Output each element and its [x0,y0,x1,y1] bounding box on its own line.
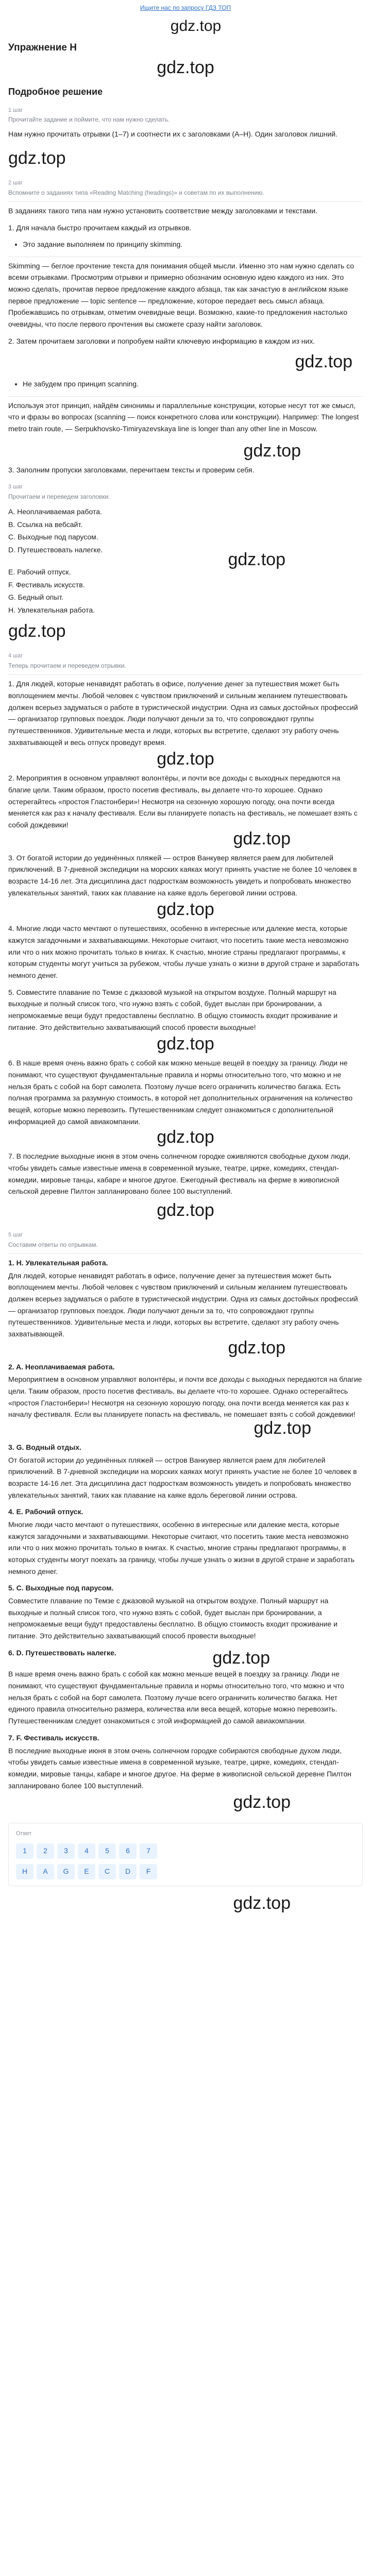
watermark: gdz.top [295,352,352,372]
heading-item: C. Выходные под парусом. [8,533,98,541]
answer-letter: F [140,1864,157,1879]
answer-head [8,1582,363,1594]
answer-letter: G [57,1864,75,1879]
answer-number-row [16,1843,355,1859]
step-text: В заданиях такого типа нам нужно установить соответствие между заголовками и текстами. [8,206,318,215]
answer-letter: H [16,1864,33,1879]
answer-body: В последние выходные июня в этом очень солнечном городке собираются свободные духом люди, чтобы увидеть самые известные имена в современной музыке, театре, цирке, комедиях, стендап-комедии, мировые танцы, кабаре и многое другое. На ферме в живописной сельской деревне Пилтон запланировано более 100 выступлений. [8,1746,351,1790]
answer-head-text: 2. A. Неоплачиваемая работа. [8,1362,115,1371]
watermark: gdz.top [243,440,301,461]
watermark: gdz.top [157,1127,214,1147]
step-hint: Составим ответы по отрывкам. [8,1241,98,1248]
answer-head [8,1257,363,1269]
heading-item: D. Путешествовать налегке. [8,545,103,554]
watermark: gdz.top [8,148,66,168]
passage: 7. В последние выходные июня в этом очень солнечном городке оживляются свободные духом люди, чтобы увидеть самые известные имена в современной музыке, театре, цирке, комедиях, стендап-комедии, мировые танцы, кабаре и многое другое. Ежегодный фестиваль на ферме в живописной сельской деревне Пилтон запланировано более 100 выступлений. [8,1152,350,1196]
divider [8,396,363,397]
answer-body: Мероприятием в основном управляют волонтёры, и почти все доходы с выходных передаются на благие цели. Таким образом, просто посетив фестиваль, вы делаете что-то хорошее. Однако остерегайтесь «простоя Гластонбери»! Несмотря на сезонную хорошую погоду, она почти всегда меняется как раз к началу фестиваля. Если вы планируете попасть на фестиваль, не помешает взять с собой дождевики! [8,1375,362,1419]
answer-head [8,1442,363,1453]
watermark: gdz.top [233,828,291,849]
passage: 3. От богатой истории до уединённых пляжей — остров Ванкувер является раем для любителей приключений. В 7-дневной экспедиции на морских каяках могут принять участие не более 10 человек в возрасте 14-16 лет. Эта дисциплина даст подросткам возможность увидеть и попробовать множество увлекательных занятий, таких как плавание на каяке вдоль береговой линии острова. [8,853,357,897]
passage: 2. Мероприятия в основном управляют волонтёры, и почти все доходы с выходных передаются на благие цели. Таким образом, просто посетив фестиваль, вы делаете что-то хорошее. Однако остерегайтесь «простоя Гластонбери»! Несмотря на сезонную хорошую погоду, она почти всегда меняется как раз к началу фестиваля. Если вы планируете попасть на фестиваль, не помешает взять с собой дождевики! [8,774,358,829]
answer-body: Совместите плавание по Темзе с джазовой музыкой на открытом воздухе. Полный маршрут на выходные и полный список того, что нужно взять с собой, будет выслан при бронировании, а непромокаемые вещи будут предоставлены бесплатно. В общую стоимость входит проживание и питание. Это действительно захватывающий способ провести выходные! [8,1597,338,1640]
top-search-link[interactable]: Ищите нас по запросу ГДЗ ТОП [140,4,231,11]
answer-letter: C [98,1864,116,1879]
watermark: gdz.top [157,749,214,769]
answer-head-text: 5. C. Выходные под парусом. [8,1584,114,1592]
step-text: Нам нужно прочитать отрывки (1–7) и соотнести их с заголовками (A–H). Один заголовок лишний. [8,130,338,139]
answer-head-text: 7. F. Фестиваль искусств. [8,1733,99,1742]
watermark: gdz.top [254,1418,311,1438]
answer-cell: 5 [98,1843,116,1859]
watermark: gdz.top [157,1200,214,1221]
bullet-item: • Это задание выполняем по принципу skimming. [23,239,363,250]
watermark: gdz.top [157,1034,214,1054]
answer-cell: 4 [78,1843,95,1859]
step-hint: Теперь прочитаем и переведем отрывки. [8,662,126,669]
answer-head-text: 1. H. Увлекательная работа. [8,1258,108,1267]
passage: 5. Совместите плавание по Темзе с джазовой музыкой на открытом воздухе. Полный маршрут на выходные и полный список того, что нужно взять с собой, будет выслан при бронировании, а непромокаемые вещи будут предоставлены бесплатно. В общую стоимость входит проживание и питание. Это действительно захватывающий способ провести выходные! [8,988,338,1031]
heading-item: E. Рабочий отпуск. [8,568,71,577]
watermark: gdz.top [228,1337,285,1358]
answer-cell: 2 [37,1843,54,1859]
answer-head-text: 6. D. Путешествовать налегке. [8,1648,116,1657]
bullet-list [19,239,363,250]
answer-body: Многие люди часто мечтают о путешествиях, особенно в интересные или далекие места, которые кажутся загадочными и захватывающими. Некоторые считают, что посетить такие места невозможно или что о них можно прочитать только в книгах. К счастью, многие страны предлагают программы, в которых студенты могут поехать за границу, чтобы лучше узнать о жизни в другой стране и заработать немного денег. [8,1520,355,1575]
answer-head [8,1361,363,1373]
step-text: 1. Для начала быстро прочитаем каждый из отрывков. [8,223,192,232]
step-text: Skimming — беглое прочтение текста для понимания общей мысли. Именно это нам нужно сделать со всеми отрывками. Просмотрим отрывки и примерно обозначим основную идею каждого из них. Это можно сделать, прочитав первое предложение каждого абзаца, так как зачастую в английском языке первое предложение — topic sentence — предложение, которое передает весь смысл абзаца. Пробежавшись по отрывкам, отметим очевидные вещи. Возможно, какие-то предложения настолько очевидны, что после первого прочтения вы сможете сразу найти заголовок. [8,261,355,329]
heading-item: F. Фестиваль искусств. [8,580,85,589]
bullet-item: • Не забудем про принцип scanning. [23,378,363,389]
step-text: 2. Затем прочитаем заголовки и попробуем найти ключевую информацию в каждом из них. [8,336,315,345]
passage: 4. Многие люди часто мечтают о путешествиях, особенно в интересные или далекие места, которые кажутся загадочными и захватывающими. Некоторые считают, что посетить такие места невозможно или что о них можно прочитать только в книгах. К счастью, многие страны предлагают программы, к которым студенты могут учиться за рубежом, чтобы лучше узнать о жизни в другой стране и заработать немного денег. [8,924,360,980]
answer-head [8,1506,363,1518]
answer-cell: 6 [119,1843,137,1859]
heading-item: G. Бедный опыт. [8,593,64,602]
page-title: Упражнение H [8,42,77,53]
step-label: 3 шаг [8,484,23,490]
step-label: 5 шаг [8,1232,23,1239]
watermark: gdz.top [157,900,214,920]
answer-cell: 7 [140,1843,157,1859]
step-label: 1 шаг [8,107,23,113]
answer-letter: D [119,1864,137,1879]
divider [8,201,363,202]
top-banner [0,0,371,12]
heading-item: B. Ссылка на вебсайт. [8,520,83,529]
watermark: gdz.top [170,18,222,35]
step-hint: Прочитайте задание и поймите, что нам нужно сделать. [8,116,170,123]
answer-body: От богатой истории до уединённых пляжей — остров Ванкувер является раем для любителей приключений. В 7-дневной экспедиции на морских каяках могут принять участие не более 10 человек в возрасте 14-16 лет. Эта дисциплина даст подросткам возможность увидеть и попробовать множество увлекательных занятий, таких как плавание на каяке вдоль береговой линии острова. [8,1455,357,1499]
answer-head-text: 4. E. Рабочий отпуск. [8,1507,83,1516]
divider [8,1253,363,1254]
answer-cell: 3 [57,1843,75,1859]
answer-body: В наше время очень важно брать с собой как можно меньше вещей в поездку за границу. Люди не понимают, что существуют фундаментальные правила и нормы относительно того, что можно и что нельзя брать с собой на борт самолета. Поэтому лучше всего ограничить количество багажа. Нет единого правила относительно размера, количества или веса вещей, которые можно перевозить. Путешественникам следует ознакомиться с этой информацией до самой авиакомпании. [8,1670,344,1725]
answer-letter: E [78,1864,95,1879]
step-text: Используя этот принцип, найдём синонимы и параллельные конструкции, которые несут тот же смысл, что и фразы во вопросах (scanning — поиск конкретного слова или конструкции). Например: The longest metro train route, — Serpukhovsko-Timiryazevskaya line is longer than any other line in Moscow. [8,401,359,433]
heading-item: A. Неоплачиваемая работа. [8,507,102,516]
passage: 1. Для людей, которые ненавидят работать в офисе, получение денег за путешествия может быть воплощением мечты. Любой человек с чувством приключений и сильным желанием путешествовать должен всерьез задуматься о работе в туристической индустрии. Одна из самых достойных профессий — организатор групповых поездок. Люди получают деньги за то, что сопровождают группы путешественников. Удивительные места и люди, которых вы встретите, сделают эту работу очень захватывающей и весь отпуск проведут время. [8,680,358,747]
passage: 6. В наше время очень важно брать с собой как можно меньше вещей в поездку за границу. Люди не понимают, что существуют фундаментальные правила и нормы относительно того, что можно и не нельзя брать с собой на борт самолета. Поэтому лучше всего ограничить количество багажа. Есть полная программа за разумную стоимость, в которой нет дополнительных ограничения на количество вещей, которые можно перевозить. Путешественникам следует ознакомиться с дополнительной информацией до самой авиакомпании. [8,1059,353,1126]
step-label: 4 шаг [8,653,23,659]
answer-label: Ответ [16,1831,32,1837]
page-subtitle: Подробное решение [8,86,103,97]
answer-head-text: 3. G. Водный отдых. [8,1443,81,1452]
answer-letter-row [16,1864,355,1879]
watermark: gdz.top [8,621,66,641]
answer-body: Для людей, которые ненавидят работать в офисе, получение денег за путешествия может быть воплощением мечты. Любой человек с чувством приключений и сильным желанием путешествовать должен всерьез задуматься о работе в туристической индустрии. Одна из самых достойных профессий — организатор групповых поездок. Люди получают деньги за то, что сопровождают группы путешественников. Удивительные места и люди, которых вы встретите, сделают эту работу очень захватывающей. [8,1271,358,1338]
headings-list [8,505,363,616]
step-text: 3. Заполним пропуски заголовками, перечитаем тексты и проверим себя. [8,465,255,474]
watermark: gdz.top [233,1792,291,1812]
answer-head [8,1732,363,1744]
step-label: 2 шаг [8,180,23,187]
step-hint: Вспомните о заданиях типа «Reading Matching (headings)» и советам по их выполнению. [8,189,264,196]
watermark: gdz.top [212,1648,270,1668]
answer-card [8,1823,363,1886]
watermark: gdz.top [228,550,285,570]
divider [8,674,363,675]
answer-cell: 1 [16,1843,33,1859]
watermark: gdz.top [233,1893,291,1913]
watermark: gdz.top [157,57,214,77]
answer-letter: A [37,1864,54,1879]
heading-item: H. Увлекательная работа. [8,605,95,614]
step-hint: Прочитаем и переведем заголовки. [8,493,110,500]
bullet-list [19,378,363,389]
